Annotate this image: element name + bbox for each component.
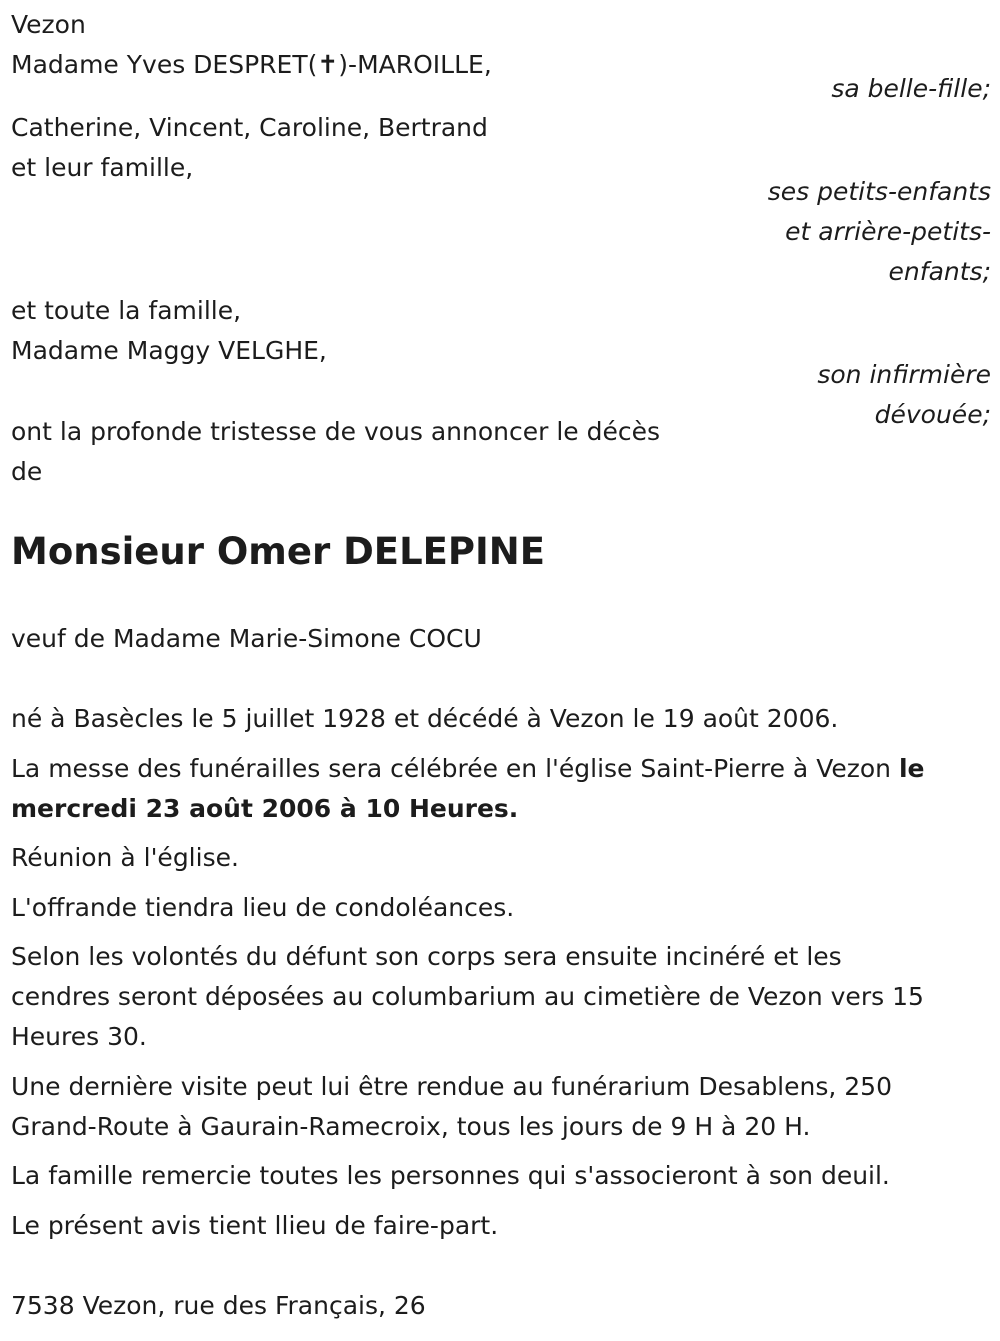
grandchildren-role-line-2: et arrière-petits- (785, 217, 991, 246)
birth-death-info: né à Basècles le 5 juillet 1928 et décédé à Vezon le 19 août 2006. (11, 704, 839, 733)
offering-info: L'offrande tiendra lieu de condoléances. (11, 893, 515, 922)
nurse-role-line-2: dévouée; (874, 400, 991, 429)
funeral-mass-info (11, 749, 991, 829)
address: 7538 Vezon, rue des Français, 26 (11, 1291, 426, 1320)
deceased-name: Monsieur Omer DELEPINE (11, 530, 546, 573)
grandchildren-role-line-3: enfants; (888, 257, 991, 286)
visit-line-1: Une dernière visite peut lui être rendue au funérarium Desablens, 250 (11, 1072, 892, 1101)
daughter-in-law-role: sa belle-fille; (831, 74, 991, 103)
grandchildren-names: Catherine, Vincent, Caroline, Bertrand (11, 113, 488, 142)
grandchildren-role-line-1: ses petits-enfants (767, 177, 991, 206)
visit-line-2: Grand-Route à Gaurain-Ramecroix, tous les jours de 9 H à 20 H. (11, 1112, 811, 1141)
cremation-line-3: Heures 30. (11, 1022, 147, 1051)
family-thanks: La famille remercie toutes les personnes qui s'associeront à son deuil. (11, 1161, 890, 1190)
daughter-in-law-name: Madame Yves DESPRET(✝)-MAROILLE, (11, 50, 492, 79)
funeral-mass-text: La messe des funérailles sera célébrée en l'église Saint-Pierre à Vezon (11, 754, 892, 783)
widower-of: veuf de Madame Marie-Simone COCU (11, 624, 482, 653)
funeral-mass-date-start: le (898, 754, 925, 783)
whole-family: et toute la famille, (11, 296, 242, 325)
announcement-line-1: ont la profonde tristesse de vous annoncer le décès (11, 417, 661, 446)
funeral-mass-date: mercredi 23 août 2006 à 10 Heures. (11, 794, 519, 823)
cremation-line-2: cendres seront déposées au columbarium au cimetière de Vezon vers 15 (11, 982, 924, 1011)
town-name: Vezon (11, 10, 86, 39)
nurse-name: Madame Maggy VELGHE, (11, 336, 327, 365)
cremation-line-1: Selon les volontés du défunt son corps sera ensuite incinéré et les (11, 942, 842, 971)
nurse-role-line-1: son infirmière (817, 360, 991, 389)
meeting-info: Réunion à l'église. (11, 843, 239, 872)
grandchildren-family: et leur famille, (11, 153, 194, 182)
notice-text: Le présent avis tient llieu de faire-part. (11, 1211, 499, 1240)
announcement-line-2: de (11, 457, 43, 486)
